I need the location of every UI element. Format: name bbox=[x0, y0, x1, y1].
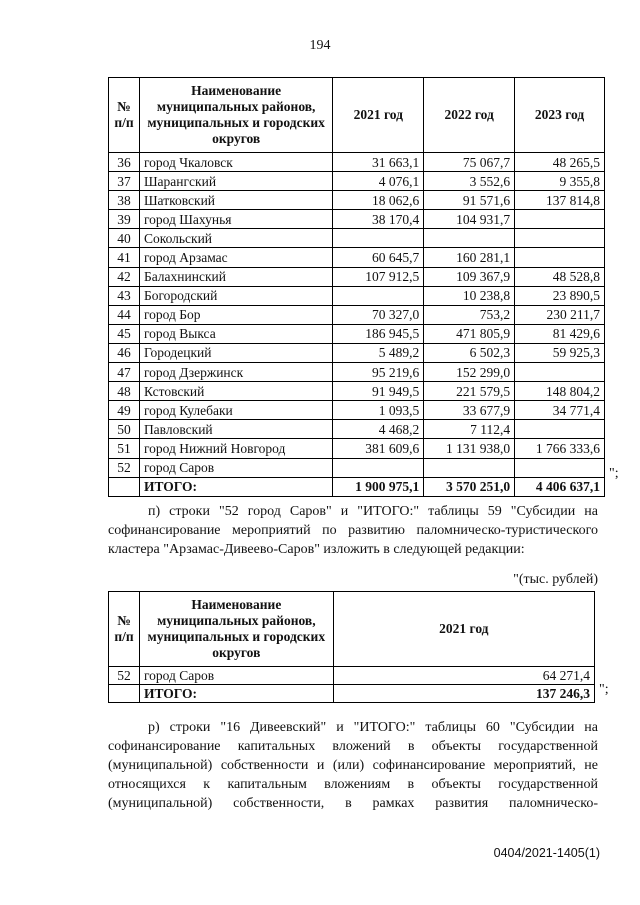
table2-closing-quote: "; bbox=[599, 682, 609, 697]
row-value-2021: 91 949,5 bbox=[333, 382, 424, 401]
row-number: 38 bbox=[109, 191, 140, 210]
header-2023: 2023 год bbox=[515, 78, 605, 153]
row-municipality: город Арзамас bbox=[139, 248, 332, 267]
header-2021: 2021 год bbox=[333, 592, 594, 667]
row-number: 41 bbox=[109, 248, 140, 267]
row-value-2022: 160 281,1 bbox=[424, 248, 515, 267]
row-value-2021: 38 170,4 bbox=[333, 210, 424, 229]
row-value-2021: 107 912,5 bbox=[333, 267, 424, 286]
row-value-2022: 6 502,3 bbox=[424, 343, 515, 362]
row-value-2021: 70 327,0 bbox=[333, 305, 424, 324]
total-2022: 3 570 251,0 bbox=[424, 477, 515, 496]
row-municipality: город Шахунья bbox=[139, 210, 332, 229]
table-row bbox=[109, 382, 605, 401]
row-number: 37 bbox=[109, 172, 140, 191]
table-row bbox=[109, 667, 595, 685]
row-value-2023 bbox=[515, 248, 605, 267]
subsidy-table-by-year bbox=[108, 77, 605, 497]
row-value-2023: 137 814,8 bbox=[515, 191, 605, 210]
row-value-2023: 48 265,5 bbox=[515, 153, 605, 172]
row-value-2022 bbox=[424, 229, 515, 248]
row-value-2021: 4 468,2 bbox=[333, 420, 424, 439]
total-label: ИТОГО: bbox=[139, 685, 333, 703]
row-value-2022: 33 677,9 bbox=[424, 401, 515, 420]
row-number: 50 bbox=[109, 420, 140, 439]
paragraph-p bbox=[108, 502, 598, 559]
row-value-2022: 3 552,6 bbox=[424, 172, 515, 191]
row-value-2023 bbox=[515, 363, 605, 382]
row-value-2022: 75 067,7 bbox=[424, 153, 515, 172]
row-value-2022: 152 299,0 bbox=[424, 363, 515, 382]
total-row bbox=[109, 477, 605, 496]
row-municipality: Шатковский bbox=[139, 191, 332, 210]
row-value-2023: 1 766 333,6 bbox=[515, 439, 605, 458]
row-municipality: Балахнинский bbox=[139, 267, 332, 286]
header-2021: 2021 год bbox=[333, 78, 424, 153]
row-number: 42 bbox=[109, 267, 140, 286]
row-value-2023: 23 890,5 bbox=[515, 286, 605, 305]
row-value-2021: 1 093,5 bbox=[333, 401, 424, 420]
row-value-2023: 81 429,6 bbox=[515, 324, 605, 343]
row-value-2021: 95 219,6 bbox=[333, 363, 424, 382]
total-label: ИТОГО: bbox=[139, 477, 332, 496]
row-value-2021 bbox=[333, 458, 424, 477]
row-value-2023: 48 528,8 bbox=[515, 267, 605, 286]
row-number: 46 bbox=[109, 343, 140, 362]
row-value-2021: 381 609,6 bbox=[333, 439, 424, 458]
paragraph-r bbox=[108, 718, 598, 813]
paragraph-r-text: р) строки "16 Дивеевский" и "ИТОГО:" таблицы 60 "Субсидии на софинансирование капитальных вложений в объекты государственной (муниципальной) собственности и (или) софинансирование мероприятий, не относящихся к капитальным вложениям в объекты государственной (муниципальной) собственности, в рамках развития паломническо- bbox=[108, 720, 598, 811]
row-value-2021: 4 076,1 bbox=[333, 172, 424, 191]
header-municipality: Наименование муниципальных районов, муниципальных и городских округов bbox=[139, 592, 333, 667]
row-municipality: город Дзержинск bbox=[139, 363, 332, 382]
document-number: 0404/2021-1405(1) bbox=[493, 846, 600, 860]
row-number: 36 bbox=[109, 153, 140, 172]
row-number: 43 bbox=[109, 286, 140, 305]
header-number: № п/п bbox=[109, 592, 140, 667]
row-number: 44 bbox=[109, 305, 140, 324]
row-value-2021 bbox=[333, 286, 424, 305]
row-value-2023: 34 771,4 bbox=[515, 401, 605, 420]
row-value-2023 bbox=[515, 210, 605, 229]
table-row bbox=[109, 324, 605, 343]
row-number: 39 bbox=[109, 210, 140, 229]
row-municipality: город Выкса bbox=[139, 324, 332, 343]
row-municipality: Богородский bbox=[139, 286, 332, 305]
row-number: 47 bbox=[109, 363, 140, 382]
table-row bbox=[109, 191, 605, 210]
row-value-2022: 471 805,9 bbox=[424, 324, 515, 343]
row-value-2022: 753,2 bbox=[424, 305, 515, 324]
row-number: 52 bbox=[109, 667, 140, 685]
row-value-2022: 91 571,6 bbox=[424, 191, 515, 210]
row-municipality: город Чкаловск bbox=[139, 153, 332, 172]
header-2022: 2022 год bbox=[424, 78, 515, 153]
row-municipality: город Саров bbox=[139, 458, 332, 477]
unit-note: "(тыс. рублей) bbox=[513, 572, 598, 587]
row-value-2022: 109 367,9 bbox=[424, 267, 515, 286]
paragraph-p-text: п) строки "52 город Саров" и "ИТОГО:" таблицы 59 "Субсидии на софинансирование мероприятий по развитию паломническо-туристического кластера "Арзамас-Дивеево-Саров" изложить в следующей редакции: bbox=[108, 504, 598, 557]
row-value-2021: 186 945,5 bbox=[333, 324, 424, 343]
table-row bbox=[109, 458, 605, 477]
subsidy-table-sarov bbox=[108, 591, 595, 703]
table-row bbox=[109, 343, 605, 362]
row-value-2021: 64 271,4 bbox=[333, 667, 594, 685]
row-municipality: город Саров bbox=[139, 667, 333, 685]
row-value-2021: 60 645,7 bbox=[333, 248, 424, 267]
row-municipality: Павловский bbox=[139, 420, 332, 439]
table-row bbox=[109, 210, 605, 229]
row-value-2021: 18 062,6 bbox=[333, 191, 424, 210]
table-row bbox=[109, 439, 605, 458]
row-value-2023: 230 211,7 bbox=[515, 305, 605, 324]
row-municipality: Кстовский bbox=[139, 382, 332, 401]
row-value-2023: 9 355,8 bbox=[515, 172, 605, 191]
row-municipality: город Кулебаки bbox=[139, 401, 332, 420]
row-municipality: город Нижний Новгород bbox=[139, 439, 332, 458]
total-number-cell bbox=[109, 685, 140, 703]
row-number: 48 bbox=[109, 382, 140, 401]
row-municipality: Городецкий bbox=[139, 343, 332, 362]
table-body bbox=[109, 153, 605, 478]
row-number: 52 bbox=[109, 458, 140, 477]
row-number: 49 bbox=[109, 401, 140, 420]
row-value-2021 bbox=[333, 229, 424, 248]
row-number: 45 bbox=[109, 324, 140, 343]
table1-closing-quote: "; bbox=[609, 466, 619, 481]
table-row bbox=[109, 172, 605, 191]
table-row bbox=[109, 153, 605, 172]
table-row bbox=[109, 286, 605, 305]
row-value-2023 bbox=[515, 229, 605, 248]
total-2021: 137 246,3 bbox=[333, 685, 594, 703]
header-municipality: Наименование муниципальных районов, муниципальных и городских округов bbox=[139, 78, 332, 153]
row-value-2023: 148 804,2 bbox=[515, 382, 605, 401]
row-value-2022 bbox=[424, 458, 515, 477]
row-value-2021: 31 663,1 bbox=[333, 153, 424, 172]
row-number: 51 bbox=[109, 439, 140, 458]
row-value-2022: 1 131 938,0 bbox=[424, 439, 515, 458]
total-number-cell bbox=[109, 477, 140, 496]
row-value-2022: 10 238,8 bbox=[424, 286, 515, 305]
page-number: 194 bbox=[309, 38, 331, 53]
table-row bbox=[109, 248, 605, 267]
row-value-2022: 221 579,5 bbox=[424, 382, 515, 401]
row-value-2023: 59 925,3 bbox=[515, 343, 605, 362]
total-2021: 1 900 975,1 bbox=[333, 477, 424, 496]
row-number: 40 bbox=[109, 229, 140, 248]
row-value-2021: 5 489,2 bbox=[333, 343, 424, 362]
total-2023: 4 406 637,1 bbox=[515, 477, 605, 496]
table-row bbox=[109, 401, 605, 420]
table-row bbox=[109, 363, 605, 382]
row-value-2023 bbox=[515, 458, 605, 477]
row-municipality: Шарангский bbox=[139, 172, 332, 191]
table-row bbox=[109, 267, 605, 286]
row-value-2023 bbox=[515, 420, 605, 439]
row-value-2022: 104 931,7 bbox=[424, 210, 515, 229]
table-row bbox=[109, 420, 605, 439]
row-municipality: Сокольский bbox=[139, 229, 332, 248]
header-number: № п/п bbox=[109, 78, 140, 153]
table-row bbox=[109, 305, 605, 324]
row-value-2022: 7 112,4 bbox=[424, 420, 515, 439]
table-row bbox=[109, 229, 605, 248]
row-municipality: город Бор bbox=[139, 305, 332, 324]
total-row bbox=[109, 685, 595, 703]
